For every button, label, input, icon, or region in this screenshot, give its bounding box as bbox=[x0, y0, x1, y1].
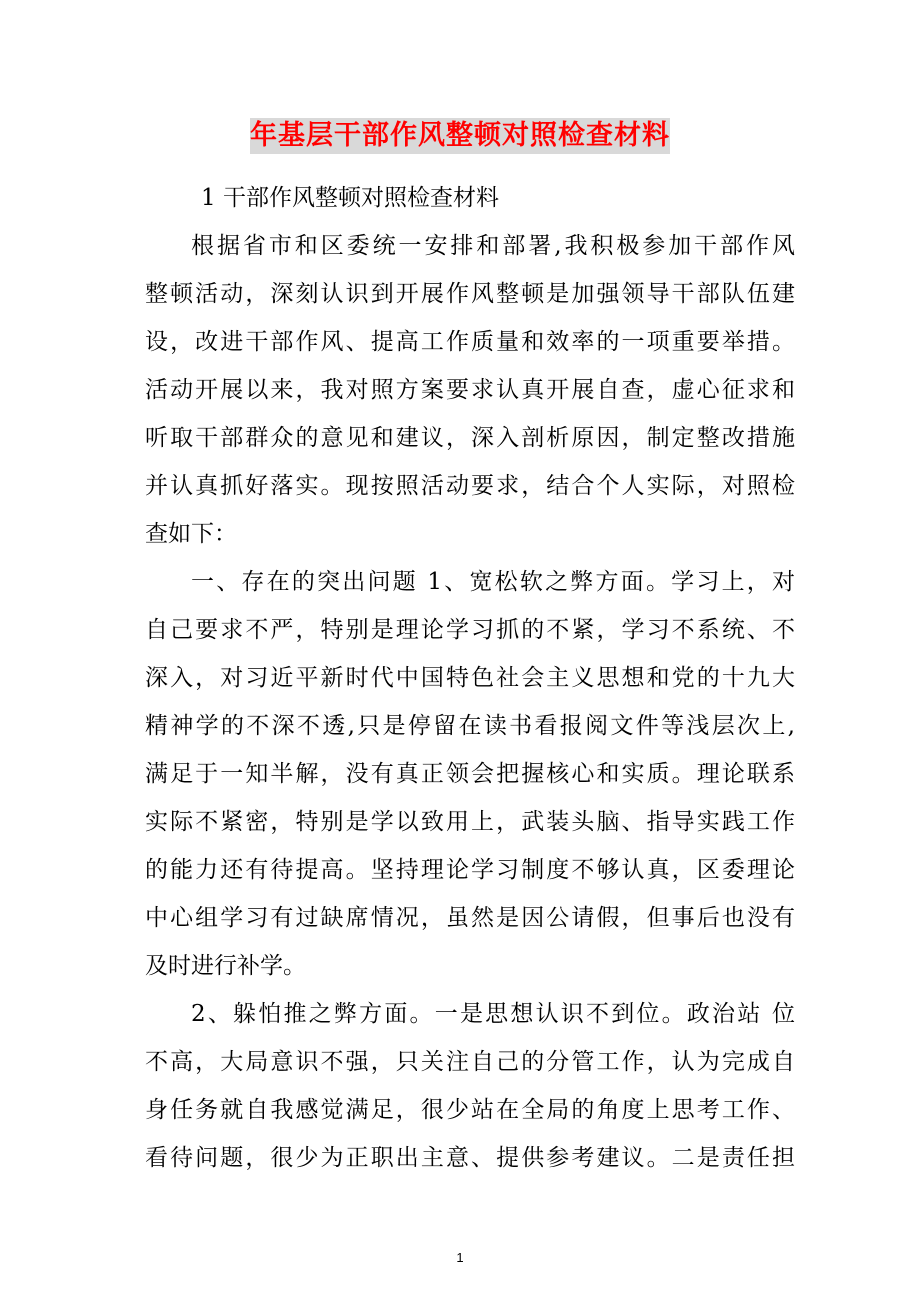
text-line: 及时进行补学。 bbox=[145, 953, 306, 979]
text-line: 一、存在的突出问题 1、宽松软之弊方面。学习上，对 bbox=[191, 569, 795, 595]
text-line: 活动开展以来，我对照方案要求认真开展自查，虚心征求和 bbox=[145, 377, 795, 403]
text-line: 自己要求不严，特别是理论学习抓的不紧，学习不系统、不 bbox=[145, 617, 795, 643]
text-line: 并认真抓好落实。现按照活动要求，结合个人实际，对照检 bbox=[145, 473, 795, 499]
text-line: 不高，大局意识不强，只关注自己的分管工作，认为完成自 bbox=[145, 1049, 795, 1075]
text-line: 设，改进干部作风、提高工作质量和效率的一项重要举措。 bbox=[145, 329, 795, 355]
document-body bbox=[145, 174, 795, 1182]
text-line: 查如下： bbox=[145, 521, 237, 547]
text-line: 根据省市和区委统一安排和部署,我积极参加干部作风 bbox=[191, 233, 795, 259]
text-line: 中心组学习有过缺席情况，虽然是因公请假，但事后也没有 bbox=[145, 905, 795, 931]
document-title: 年基层干部作风整顿对照检查材料 bbox=[250, 118, 670, 154]
text-line: 身任务就自我感觉满足，很少站在全局的角度上思考工作、 bbox=[145, 1097, 795, 1123]
page-number: 1 bbox=[456, 1250, 464, 1265]
text-line: 深入，对习近平新时代中国特色社会主义思想和党的十九大 bbox=[145, 665, 795, 691]
text-line: 看待问题，很少为正职出主意、提供参考建议。二是责任担 bbox=[145, 1145, 795, 1171]
text-line: 实际不紧密，特别是学以致用上，武装头脑、指导实践工作 bbox=[145, 809, 795, 835]
text-line: 满足于一知半解，没有真正领会把握核心和实质。理论联系 bbox=[145, 761, 795, 787]
section-heading: 1 干部作风整顿对照检查材料 bbox=[201, 185, 499, 211]
text-line: 整顿活动，深刻认识到开展作风整顿是加强领导干部队伍建 bbox=[145, 281, 795, 307]
text-line: 听取干部群众的意见和建议，深入剖析原因，制定整改措施 bbox=[145, 425, 795, 451]
text-line: 的能力还有待提高。坚持理论学习制度不够认真，区委理论 bbox=[145, 857, 795, 883]
text-line: 精神学的不深不透,只是停留在读书看报阅文件等浅层次上, bbox=[145, 713, 795, 739]
text-line: 2、躲怕推之弊方面。一是思想认识不到位。政治站 位 bbox=[191, 1001, 795, 1027]
